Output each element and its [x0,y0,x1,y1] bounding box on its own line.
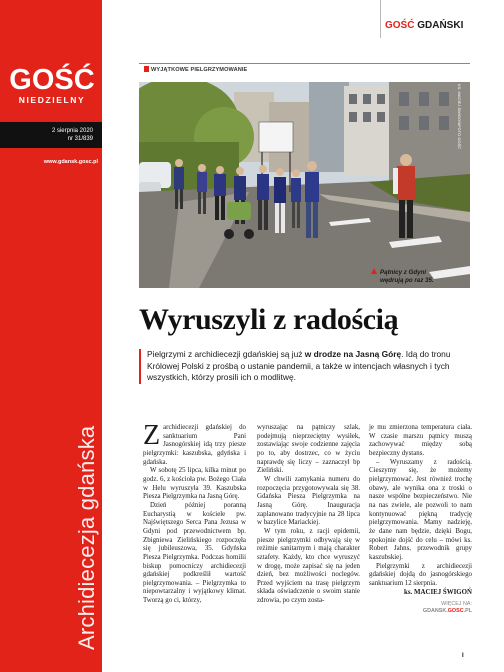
page-number: I [462,653,464,659]
gosc-niedzielny-logo[interactable] [6,66,98,105]
paragraph-text: archidiecezji gdańskiej do sanktuarium Pani Jasnogórskiej idą trzy piesze pielgrzymki: kaszubska, gdyńska i gdańska. [143,424,246,466]
section-tag-label: WYJĄTKOWE PIELGRZYMOWANIE [151,67,248,73]
lead-text-before: Pielgrzymi z archidiecezji gdańskiej są już [147,349,305,359]
paragraph: je mu zmierzona temperatura ciała. W czasie marszu pątnicy muszą zachowywać między sobą bezpieczny dystans. [369,424,472,457]
caption-line-2: wędrują po raz 35. [380,277,434,284]
logo-word: GOŚĆ [9,64,95,96]
left-band [0,0,102,672]
author-signature: ks. MACIEJ ŚWIGOŃ [404,589,472,597]
diocese-vertical-label: Archidiecezja gdańska [74,425,99,650]
issue-info [0,122,102,148]
article-column-3 [369,424,472,615]
pilgrims-photo [139,82,470,288]
photo-credit: KS. MACIEJ ŚWIGOŃ/FOTO GOŚĆ [457,84,462,150]
lead-bold: w drodze na Jasną Górę [304,349,402,359]
caption-line-1 [371,268,471,277]
photo-caption [371,268,471,285]
paragraph [143,420,246,467]
url-red: GOSC [447,608,464,615]
photo-illustration [139,82,470,288]
article-lead [139,349,470,384]
logo-subtitle: NIEDZIELNY [18,95,86,105]
caption-text-1: Pątnicy z Gdyni [380,269,427,276]
site-link[interactable]: www.gdansk.gosc.pl [43,159,98,165]
brand-gdanski: GDAŃSKI [417,20,464,31]
paragraph: W sobotę 25 lipca, kilka minut po godz. 6, z kościoła pw. Bożego Ciała w Helu wyruszyła 39. Kaszubska Piesza Pielgrzymka na Jasną Górę. [143,467,246,501]
issue-number: nr 31/839 [67,136,93,142]
paragraph: W tym roku, z racji epidemii, piesze pielgrzymki odbywają się w reżimie sanitarnym i mają charakter sztafety. Każdy, kto chce wyruszyć w drogę, może zapisać się na jeden dzień, bez możliwości noclegów. Przed wyjściem na trasę pielgrzym składa oświadczenie o swoim stanie zdrowia, po czym zosta- [257,527,360,605]
more-info [369,601,472,615]
url-suffix: .PL [463,608,472,615]
paragraph: – Wyruszamy z radością. Cieszymy się, że możemy pielgrzymować. Jest również trochę obawy, ale wynika ona z troski o nasze wspólne bezpieczeństwo. Nie na nas zwiele, ale pozwoli to nam kontynuować piękną tradycję pielgrzymowania. Mamy nadzieję, że dane nam będzie, dzięki Bogu, spokojnie dojść do celu – mówi ks. Robert Jahns, przewodnik grupy kaszubskiej. [369,458,472,561]
gosc-gdanski-brand [380,0,504,38]
article-title: Wyruszyli z radością [139,303,399,336]
drop-cap: Z [143,420,161,451]
paragraph: Dzień później poranną Eucharystią w kościele pw. Najświętszego Serca Pana Jezusa w Gdyni pod przewodnictwem bp. Zbigniewa Zielińskiego rozpoczęła się jubileuszowa, 35. Gdyńska Piesza Pielgrzymka. Podczas homilii biskup pomocniczy archidiecezji gdańskiej podkreślił wartość pielgrzymowania. – Pielgrzymka to niepowtarzalny i wyjątkowy klimat. Tworzą go ci, którzy, [143,501,246,605]
more-label: WIĘCEJ NA: [441,601,472,608]
article-column-1 [143,420,246,606]
brand-gosc: GOŚĆ [385,20,415,31]
paragraph: Pielgrzymki z archidiecezji gdańskiej dojdą do jasnogórskiego sanktuarium 12 sierpnia. [369,562,472,587]
section-tag-row [139,63,470,75]
url-prefix: GDANSK. [422,608,448,615]
paragraph: W chwili zamykania numeru do rozpoczęcia przygotowywała się 38. Gdańska Piesza Pielgrzymka na Jasną Górę. Inauguracja zaplanowano tradycyjnie na 28 lipca w bazylice Mariackiej. [257,475,360,527]
lead-text-after: . Idą do tronu Królowej Polski z prośbą o ustanie pandemii, a także w intencjach własnych i tych wszystkich, którzy prosili ich o modlitwę. [147,349,451,382]
section-tag [144,66,247,73]
tag-marker-icon [144,66,149,72]
article-column-2 [257,424,360,606]
caption-triangle-icon [371,268,377,274]
issue-date: 2 sierpnia 2020 [51,128,93,134]
more-url-link[interactable] [369,608,472,615]
paragraph: wyruszając na pątniczy szlak, podejmują nieprzeciętny wysiłek, zostawiając swoje codzienne zajęcia po to, aby dostrzec, co w życiu naprawdę się liczy – zaznaczył bp Zieliński. [257,424,360,475]
